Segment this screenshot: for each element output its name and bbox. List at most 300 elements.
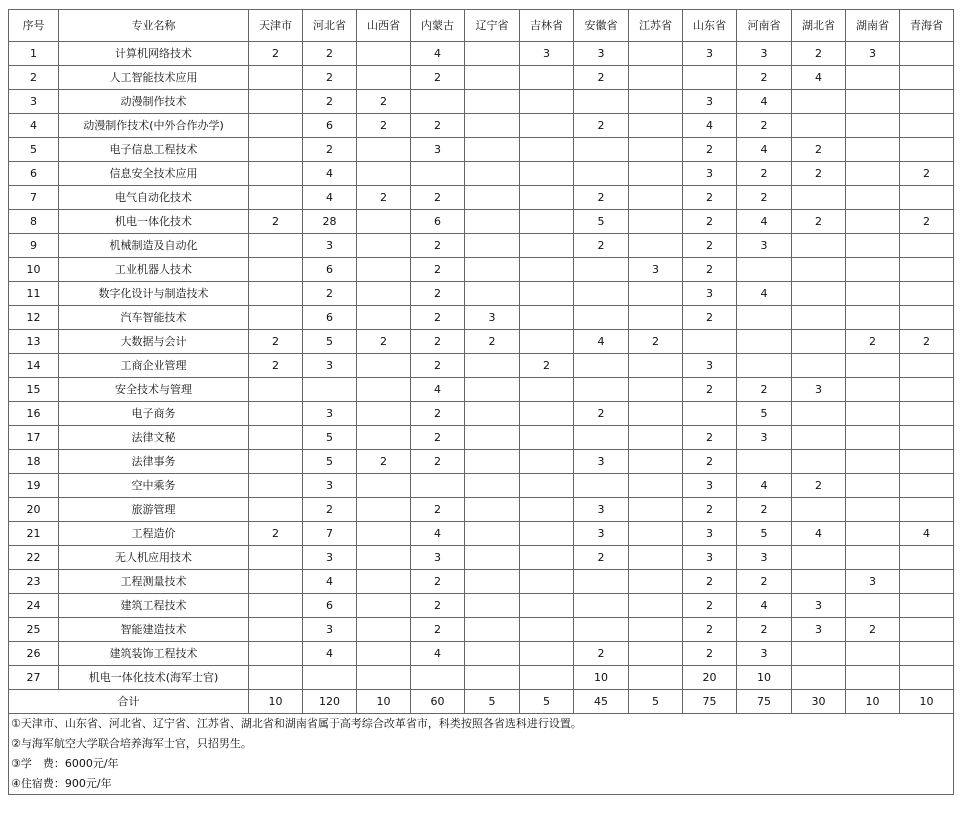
quota-cell	[249, 618, 303, 642]
quota-cell	[411, 90, 465, 114]
row-index-cell: 6	[9, 162, 59, 186]
quota-cell: 2	[737, 498, 792, 522]
quota-cell: 4	[792, 66, 846, 90]
quota-cell	[249, 594, 303, 618]
quota-cell: 3	[574, 42, 629, 66]
quota-cell: 5	[737, 522, 792, 546]
quota-cell	[683, 330, 737, 354]
quota-cell: 6	[303, 306, 357, 330]
table-row	[9, 522, 954, 546]
quota-cell: 2	[574, 114, 629, 138]
quota-cell	[465, 474, 520, 498]
table-row	[9, 138, 954, 162]
table-row	[9, 594, 954, 618]
quota-cell: 4	[737, 210, 792, 234]
quota-cell	[737, 330, 792, 354]
quota-cell	[465, 66, 520, 90]
quota-cell: 2	[683, 186, 737, 210]
quota-cell: 2	[737, 378, 792, 402]
major-name-cell: 智能建造技术	[59, 618, 249, 642]
quota-cell	[465, 666, 520, 690]
row-index-cell: 20	[9, 498, 59, 522]
quota-cell	[900, 498, 954, 522]
quota-cell	[520, 618, 574, 642]
major-name-cell: 电子信息工程技术	[59, 138, 249, 162]
quota-cell	[900, 66, 954, 90]
quota-cell	[629, 138, 683, 162]
quota-cell	[683, 402, 737, 426]
quota-cell	[629, 42, 683, 66]
quota-cell: 2	[303, 42, 357, 66]
quota-cell	[520, 546, 574, 570]
row-index-cell: 25	[9, 618, 59, 642]
major-name-cell: 汽车智能技术	[59, 306, 249, 330]
major-name-cell: 安全技术与管理	[59, 378, 249, 402]
quota-cell: 3	[846, 570, 900, 594]
quota-cell	[520, 594, 574, 618]
quota-cell	[357, 426, 411, 450]
quota-cell: 2	[249, 330, 303, 354]
quota-cell	[411, 474, 465, 498]
quota-cell: 4	[411, 42, 465, 66]
quota-cell	[574, 570, 629, 594]
major-name-cell: 动漫制作技术(中外合作办学)	[59, 114, 249, 138]
quota-cell	[520, 642, 574, 666]
quota-cell: 2	[357, 90, 411, 114]
quota-cell: 10	[737, 666, 792, 690]
quota-cell	[357, 546, 411, 570]
total-value-cell: 5	[629, 690, 683, 714]
quota-cell	[846, 522, 900, 546]
quota-cell: 4	[411, 378, 465, 402]
quota-cell: 5	[737, 402, 792, 426]
quota-cell: 2	[520, 354, 574, 378]
quota-cell	[629, 66, 683, 90]
major-name-cell: 大数据与会计	[59, 330, 249, 354]
quota-cell	[520, 234, 574, 258]
note-text: ③学 费：6000元/年	[9, 754, 954, 774]
quota-cell	[846, 234, 900, 258]
quota-cell	[357, 42, 411, 66]
major-name-cell: 机电一体化技术	[59, 210, 249, 234]
quota-cell: 3	[520, 42, 574, 66]
quota-cell	[629, 642, 683, 666]
major-name-cell: 数字化设计与制造技术	[59, 282, 249, 306]
quota-cell	[574, 90, 629, 114]
quota-cell	[629, 570, 683, 594]
quota-cell: 4	[737, 282, 792, 306]
row-index-cell: 26	[9, 642, 59, 666]
quota-cell: 2	[411, 258, 465, 282]
quota-cell	[900, 666, 954, 690]
quota-cell	[465, 282, 520, 306]
quota-cell: 3	[411, 138, 465, 162]
quota-cell	[900, 282, 954, 306]
quota-cell	[465, 522, 520, 546]
quota-cell: 3	[683, 90, 737, 114]
quota-cell	[900, 618, 954, 642]
row-index-cell: 23	[9, 570, 59, 594]
quota-cell	[574, 594, 629, 618]
quota-cell	[249, 66, 303, 90]
quota-cell	[357, 666, 411, 690]
table-row	[9, 570, 954, 594]
quota-cell: 2	[683, 234, 737, 258]
table-row	[9, 162, 954, 186]
quota-cell: 3	[683, 162, 737, 186]
total-value-cell: 120	[303, 690, 357, 714]
quota-cell	[792, 354, 846, 378]
quota-cell	[846, 354, 900, 378]
quota-cell	[683, 66, 737, 90]
quota-cell	[792, 666, 846, 690]
table-row	[9, 90, 954, 114]
quota-cell	[357, 210, 411, 234]
quota-cell	[792, 306, 846, 330]
quota-cell	[357, 594, 411, 618]
quota-cell: 4	[303, 186, 357, 210]
quota-cell: 3	[846, 42, 900, 66]
note-row	[9, 754, 954, 774]
quota-cell	[249, 426, 303, 450]
row-index-cell: 1	[9, 42, 59, 66]
quota-cell	[900, 42, 954, 66]
quota-cell	[792, 546, 846, 570]
quota-cell	[792, 498, 846, 522]
quota-cell	[629, 498, 683, 522]
total-label-cell: 合计	[9, 690, 249, 714]
quota-cell: 4	[737, 474, 792, 498]
quota-cell	[900, 450, 954, 474]
quota-cell	[520, 474, 574, 498]
quota-cell: 2	[411, 402, 465, 426]
quota-cell	[846, 402, 900, 426]
quota-cell	[465, 234, 520, 258]
quota-cell: 3	[683, 282, 737, 306]
quota-cell	[520, 114, 574, 138]
row-index-cell: 14	[9, 354, 59, 378]
quota-cell	[465, 450, 520, 474]
major-name-cell: 工程造价	[59, 522, 249, 546]
quota-cell	[357, 570, 411, 594]
quota-cell	[900, 90, 954, 114]
quota-cell	[249, 402, 303, 426]
quota-cell	[792, 570, 846, 594]
quota-cell: 2	[792, 138, 846, 162]
row-index-cell: 2	[9, 66, 59, 90]
quota-cell	[846, 594, 900, 618]
quota-cell: 3	[303, 546, 357, 570]
quota-cell	[520, 210, 574, 234]
quota-cell: 2	[574, 546, 629, 570]
table-row	[9, 498, 954, 522]
total-value-cell: 10	[357, 690, 411, 714]
major-name-cell: 无人机应用技术	[59, 546, 249, 570]
quota-cell: 2	[357, 114, 411, 138]
row-index-cell: 15	[9, 378, 59, 402]
quota-cell: 2	[411, 114, 465, 138]
quota-cell: 3	[737, 234, 792, 258]
quota-cell: 3	[792, 618, 846, 642]
column-header: 山东省	[683, 10, 737, 42]
quota-cell: 2	[574, 66, 629, 90]
quota-cell	[411, 162, 465, 186]
table-row	[9, 642, 954, 666]
quota-cell	[249, 570, 303, 594]
quota-cell: 2	[411, 282, 465, 306]
quota-cell	[574, 474, 629, 498]
table-body	[9, 42, 954, 795]
quota-cell	[846, 450, 900, 474]
quota-cell	[846, 90, 900, 114]
quota-cell: 3	[303, 354, 357, 378]
quota-cell: 3	[574, 450, 629, 474]
quota-cell: 10	[574, 666, 629, 690]
quota-cell	[249, 90, 303, 114]
quota-cell	[846, 282, 900, 306]
quota-cell: 2	[303, 138, 357, 162]
quota-cell	[900, 354, 954, 378]
quota-cell: 2	[683, 570, 737, 594]
quota-cell	[465, 594, 520, 618]
row-index-cell: 27	[9, 666, 59, 690]
quota-cell	[303, 378, 357, 402]
quota-cell	[465, 498, 520, 522]
quota-cell	[249, 642, 303, 666]
quota-cell: 2	[303, 66, 357, 90]
quota-cell	[629, 450, 683, 474]
quota-cell	[357, 378, 411, 402]
quota-cell	[629, 474, 683, 498]
quota-cell	[900, 546, 954, 570]
quota-cell: 2	[683, 138, 737, 162]
quota-cell: 3	[792, 594, 846, 618]
quota-cell	[357, 282, 411, 306]
quota-cell	[629, 162, 683, 186]
row-index-cell: 11	[9, 282, 59, 306]
quota-cell	[520, 306, 574, 330]
quota-cell	[574, 162, 629, 186]
quota-cell	[520, 162, 574, 186]
quota-cell	[846, 210, 900, 234]
quota-cell: 6	[303, 594, 357, 618]
quota-cell: 3	[683, 474, 737, 498]
quota-cell: 4	[737, 594, 792, 618]
quota-cell	[465, 618, 520, 642]
quota-cell	[629, 426, 683, 450]
quota-cell	[574, 282, 629, 306]
quota-cell: 5	[574, 210, 629, 234]
quota-cell	[520, 666, 574, 690]
quota-cell: 2	[792, 42, 846, 66]
quota-cell: 2	[683, 618, 737, 642]
quota-cell	[574, 378, 629, 402]
column-header: 湖北省	[792, 10, 846, 42]
major-name-cell: 工业机器人技术	[59, 258, 249, 282]
major-name-cell: 机械制造及自动化	[59, 234, 249, 258]
quota-cell	[465, 210, 520, 234]
table-row	[9, 378, 954, 402]
quota-cell	[357, 66, 411, 90]
quota-cell	[629, 210, 683, 234]
quota-cell	[792, 282, 846, 306]
table-row	[9, 282, 954, 306]
quota-cell	[357, 162, 411, 186]
quota-cell	[846, 66, 900, 90]
quota-cell: 2	[411, 306, 465, 330]
quota-cell	[357, 234, 411, 258]
quota-cell	[357, 138, 411, 162]
quota-cell: 2	[737, 618, 792, 642]
quota-cell: 2	[737, 162, 792, 186]
quota-cell: 2	[411, 594, 465, 618]
quota-cell: 2	[900, 330, 954, 354]
quota-cell: 4	[411, 522, 465, 546]
quota-cell	[249, 282, 303, 306]
quota-cell	[465, 378, 520, 402]
quota-cell	[629, 402, 683, 426]
quota-cell: 2	[411, 330, 465, 354]
header-row	[9, 10, 954, 42]
quota-cell: 4	[737, 90, 792, 114]
total-value-cell: 10	[846, 690, 900, 714]
quota-cell	[357, 258, 411, 282]
total-value-cell: 60	[411, 690, 465, 714]
total-value-cell: 10	[249, 690, 303, 714]
major-name-cell: 法律事务	[59, 450, 249, 474]
quota-cell: 3	[737, 426, 792, 450]
quota-cell	[900, 570, 954, 594]
table-row	[9, 354, 954, 378]
row-index-cell: 9	[9, 234, 59, 258]
quota-cell: 2	[411, 570, 465, 594]
quota-cell	[846, 138, 900, 162]
table-row	[9, 186, 954, 210]
quota-cell	[629, 186, 683, 210]
quota-cell: 3	[303, 234, 357, 258]
quota-cell	[411, 666, 465, 690]
quota-cell: 2	[411, 66, 465, 90]
quota-cell	[900, 594, 954, 618]
quota-cell: 3	[683, 546, 737, 570]
quota-cell	[574, 426, 629, 450]
quota-cell	[303, 666, 357, 690]
major-name-cell: 法律文秘	[59, 426, 249, 450]
quota-cell	[357, 522, 411, 546]
quota-cell	[520, 570, 574, 594]
quota-cell	[737, 306, 792, 330]
quota-cell	[249, 498, 303, 522]
quota-cell	[520, 258, 574, 282]
quota-cell: 2	[683, 426, 737, 450]
major-name-cell: 人工智能技术应用	[59, 66, 249, 90]
quota-cell: 2	[357, 186, 411, 210]
quota-cell	[465, 138, 520, 162]
quota-cell	[629, 354, 683, 378]
major-name-cell: 旅游管理	[59, 498, 249, 522]
quota-cell: 2	[846, 330, 900, 354]
row-index-cell: 13	[9, 330, 59, 354]
quota-cell: 4	[683, 114, 737, 138]
column-header: 河南省	[737, 10, 792, 42]
column-header: 内蒙古	[411, 10, 465, 42]
quota-cell: 6	[303, 114, 357, 138]
total-value-cell: 75	[737, 690, 792, 714]
total-value-cell: 10	[900, 690, 954, 714]
quota-cell	[629, 114, 683, 138]
quota-cell	[520, 138, 574, 162]
quota-cell	[629, 546, 683, 570]
quota-cell	[900, 114, 954, 138]
quota-cell	[792, 234, 846, 258]
quota-cell	[574, 618, 629, 642]
quota-cell: 4	[303, 642, 357, 666]
note-text: ②与海军航空大学联合培养海军士官，只招男生。	[9, 734, 954, 754]
quota-cell: 2	[465, 330, 520, 354]
quota-cell	[629, 618, 683, 642]
quota-cell: 2	[683, 210, 737, 234]
quota-cell: 20	[683, 666, 737, 690]
major-name-cell: 机电一体化技术(海军士官)	[59, 666, 249, 690]
quota-cell	[574, 258, 629, 282]
major-name-cell: 信息安全技术应用	[59, 162, 249, 186]
quota-cell	[520, 282, 574, 306]
quota-cell: 2	[411, 354, 465, 378]
note-row	[9, 714, 954, 735]
quota-cell	[846, 306, 900, 330]
quota-cell	[465, 354, 520, 378]
quota-cell	[357, 402, 411, 426]
quota-cell	[357, 474, 411, 498]
quota-cell	[900, 474, 954, 498]
quota-cell	[629, 282, 683, 306]
quota-cell	[465, 546, 520, 570]
major-name-cell: 建筑工程技术	[59, 594, 249, 618]
column-header: 安徽省	[574, 10, 629, 42]
quota-cell	[249, 306, 303, 330]
quota-cell: 4	[574, 330, 629, 354]
quota-cell: 6	[411, 210, 465, 234]
row-index-cell: 12	[9, 306, 59, 330]
quota-cell	[900, 138, 954, 162]
quota-cell	[792, 258, 846, 282]
quota-cell: 2	[737, 186, 792, 210]
quota-cell	[465, 186, 520, 210]
table-row	[9, 234, 954, 258]
quota-cell: 2	[411, 426, 465, 450]
quota-cell: 2	[411, 618, 465, 642]
quota-cell: 3	[574, 522, 629, 546]
quota-cell: 2	[249, 354, 303, 378]
quota-cell	[629, 306, 683, 330]
row-index-cell: 4	[9, 114, 59, 138]
quota-cell: 2	[574, 234, 629, 258]
table-row	[9, 426, 954, 450]
quota-cell: 2	[249, 210, 303, 234]
row-index-cell: 18	[9, 450, 59, 474]
quota-cell: 2	[411, 186, 465, 210]
note-text: ①天津市、山东省、河北省、辽宁省、江苏省、湖北省和湖南省属于高考综合改革省市，科类按照各省选科进行设置。	[9, 714, 954, 735]
quota-cell	[465, 42, 520, 66]
quota-cell: 5	[303, 450, 357, 474]
quota-cell	[465, 426, 520, 450]
quota-cell	[846, 378, 900, 402]
quota-cell: 3	[629, 258, 683, 282]
quota-cell	[792, 186, 846, 210]
quota-cell	[900, 402, 954, 426]
quota-cell	[357, 642, 411, 666]
quota-cell: 4	[792, 522, 846, 546]
